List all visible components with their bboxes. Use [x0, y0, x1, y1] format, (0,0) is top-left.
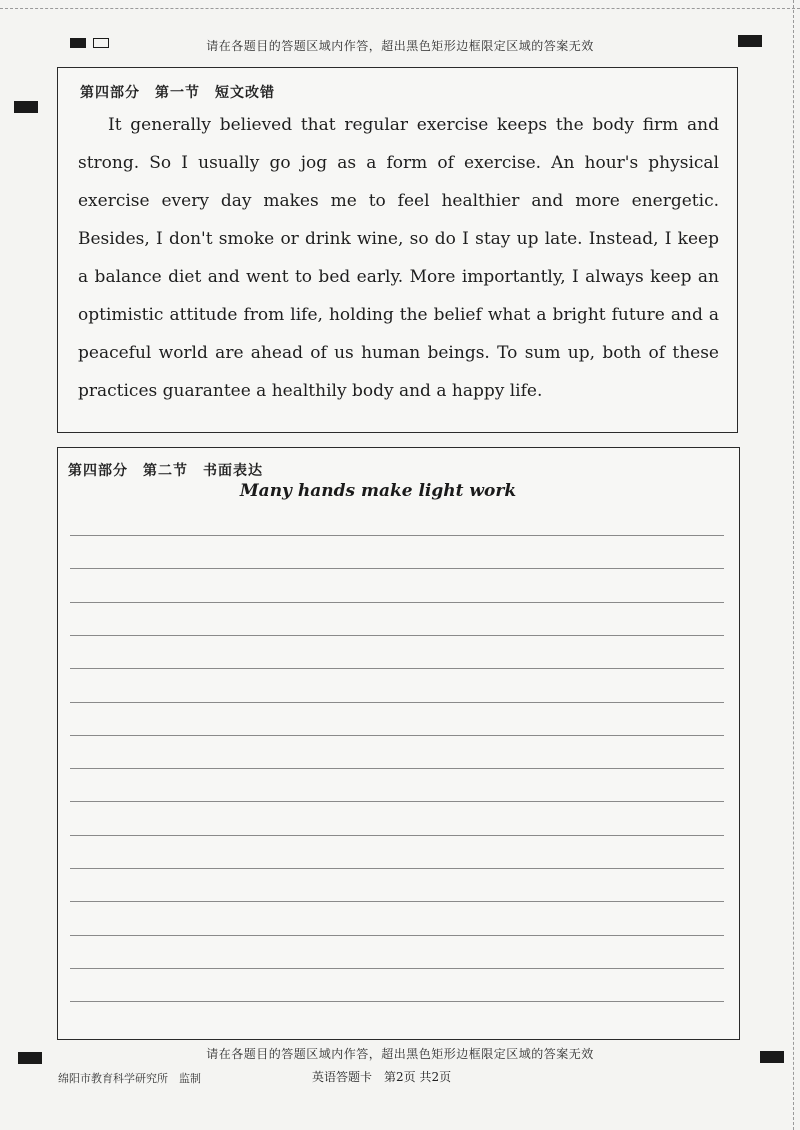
footer-instruction: 请在各题目的答题区域内作答，超出黑色矩形边框限定区域的答案无效: [206, 1047, 594, 1061]
alignment-marker-left: [14, 101, 38, 113]
answer-line[interactable]: [70, 768, 724, 769]
scan-edge-right: [792, 0, 794, 1130]
answer-line[interactable]: [70, 635, 724, 636]
answer-line[interactable]: [70, 668, 724, 669]
answer-line[interactable]: [70, 1001, 724, 1002]
publisher-note: 绵阳市教育科学研究所 监制: [58, 1072, 201, 1085]
writing-box: [57, 447, 740, 1040]
section-1-label: 第四部分 第一节 短文改错: [80, 85, 275, 101]
essay-title: Many hands make light work: [239, 481, 517, 501]
answer-line[interactable]: [70, 801, 724, 802]
answer-line[interactable]: [70, 702, 724, 703]
proofreading-box: [57, 67, 738, 433]
answer-line[interactable]: [70, 568, 724, 569]
section-2-label: 第四部分 第二节 书面表达: [68, 463, 263, 479]
answer-line[interactable]: [70, 835, 724, 836]
answer-line[interactable]: [70, 935, 724, 936]
answer-line[interactable]: [70, 602, 724, 603]
answer-line[interactable]: [70, 868, 724, 869]
answer-line[interactable]: [70, 735, 724, 736]
scan-edge-top: [0, 0, 800, 9]
answer-line[interactable]: [70, 535, 724, 536]
page-info: 英语答题卡 第2页 共2页: [312, 1070, 452, 1084]
answer-line[interactable]: [70, 901, 724, 902]
answer-line[interactable]: [70, 968, 724, 969]
proofreading-passage: It generally believed that regular exercise keeps the body firm and strong. So I usually go jog as a form of exercise. An hour's physical exercise every day makes me to feel healthier and more energetic. Besides, I don't smoke or drink wine, so do I stay up late. Instead, I keep a balance diet and went to bed early. More importantly, I always keep an optimistic attitude from life, holding the belief what a bright future and a peaceful world are ahead of us human beings. To sum up, both of these practices guarantee a healthily body and a happy life.: [78, 115, 719, 401]
header-instruction: 请在各题目的答题区域内作答，超出黑色矩形边框限定区域的答案无效: [206, 39, 594, 53]
